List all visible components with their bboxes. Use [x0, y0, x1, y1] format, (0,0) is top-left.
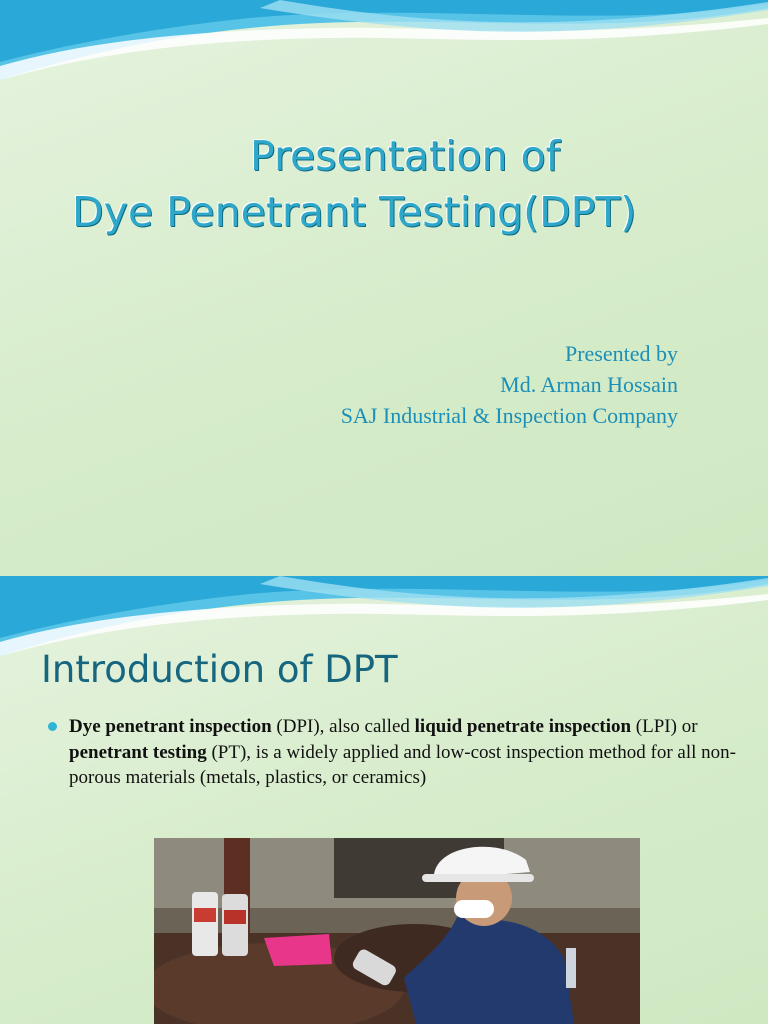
term-lpi: liquid penetrate inspection — [414, 716, 632, 737]
bullet-text — [69, 714, 738, 791]
intro-slide — [0, 576, 768, 1024]
company-name: SAJ Industrial & Inspection Company — [340, 403, 678, 428]
presenter-name: Md. Arman Hossain — [500, 372, 678, 397]
inspector-photo — [154, 838, 640, 1024]
slide-title — [0, 128, 768, 240]
bullet-item — [48, 714, 738, 791]
bullet-icon — [48, 722, 57, 731]
term-dpi: Dye penetrant inspection — [69, 716, 272, 737]
presenter-block — [341, 338, 678, 431]
title-line-1: Presentation of — [250, 132, 561, 180]
text-segment: (LPI) or — [631, 716, 698, 737]
presented-by-label: Presented by — [564, 341, 678, 366]
text-segment: (DPI), also called — [271, 716, 415, 737]
wave-header-graphic — [0, 0, 768, 100]
slide-heading: Introduction of DPT — [41, 648, 398, 691]
title-line-2: Dye Penetrant Testing(DPT) — [72, 188, 637, 236]
text-segment: (PT), is a widely applied and low-cost inspection method for all non-porous materials (metals, plastics, or ceramics) — [69, 741, 736, 788]
term-pt: penetrant testing — [69, 741, 207, 763]
